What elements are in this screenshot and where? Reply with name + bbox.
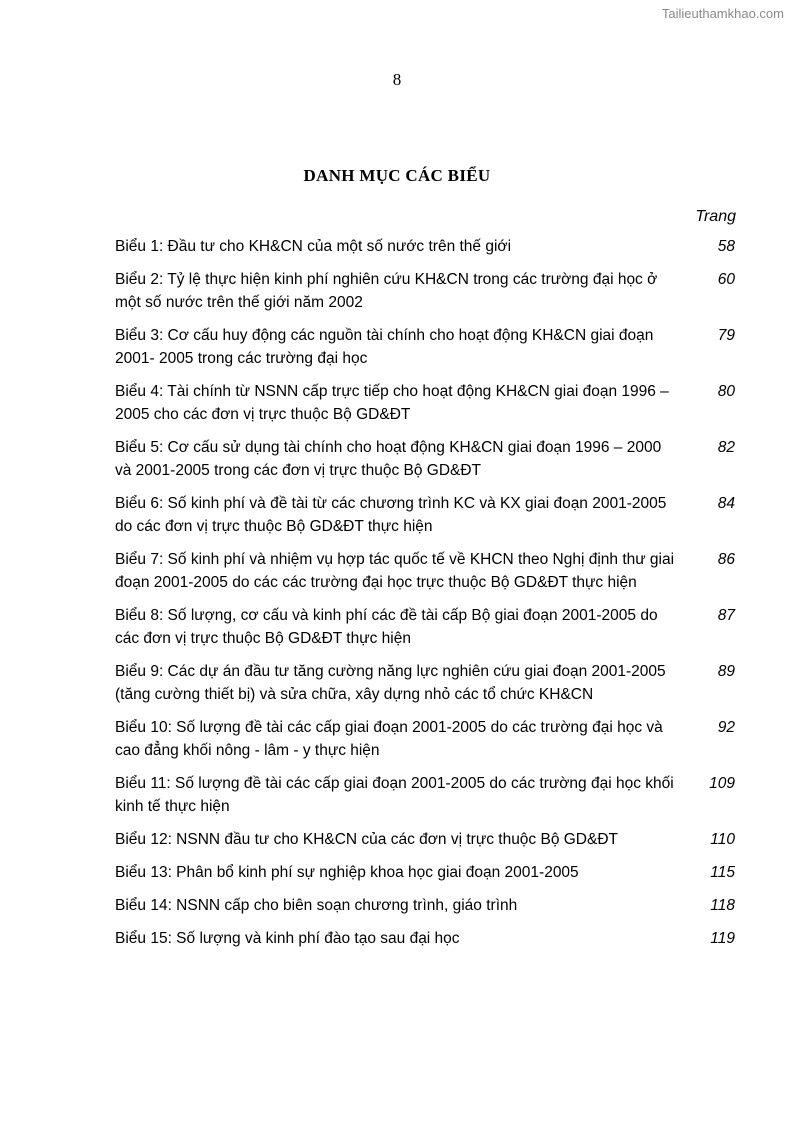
entry-page: 115 <box>710 864 735 881</box>
entry-text: Biểu 6: Số kinh phí và đề tài từ các chương trình KC và KX giai đoạn 2001-2005 do các đơn vị trực thuộc Bộ GD&ĐT thực hiện <box>115 495 667 535</box>
entry-page: 92 <box>717 719 735 736</box>
entry-text: Biểu 3: Cơ cấu huy động các nguồn tài chính cho hoạt động KH&CN giai đoạn 2001- 2005 trong các trường đại học <box>115 327 654 367</box>
entry-page: 82 <box>717 439 735 456</box>
entry-page: 110 <box>710 831 735 848</box>
list-item <box>115 894 735 917</box>
page-title: DANH MỤC CÁC BIỂU <box>303 166 491 185</box>
list-item <box>115 324 735 370</box>
entry-page: 87 <box>717 607 735 624</box>
entry-page: 79 <box>717 327 735 344</box>
entry-text: Biểu 10: Số lượng đề tài các cấp giai đoạn 2001-2005 do các trường đại học và cao đẳng khối nông - lâm - y thực hiện <box>115 719 663 759</box>
page-number: 8 <box>392 70 402 89</box>
entry-text: Biểu 9: Các dự án đầu tư tăng cường năng lực nghiên cứu giai đoạn 2001-2005 (tăng cường thiết bị) và sửa chữa, xây dựng nhỏ các tổ chức KH&CN <box>115 663 666 703</box>
entry-page: 86 <box>717 551 735 568</box>
entry-text: Biểu 2: Tỷ lệ thực hiện kinh phí nghiên cứu KH&CN trong các trường đại học ở một số nước trên thế giới năm 2002 <box>115 271 658 311</box>
entry-page: 109 <box>709 775 735 792</box>
list-item <box>115 716 735 762</box>
list-item <box>115 772 735 818</box>
entry-page: 89 <box>717 663 735 680</box>
entry-page: 58 <box>717 238 735 255</box>
list-item <box>115 604 735 650</box>
entry-text: Biểu 7: Số kinh phí và nhiệm vụ hợp tác quốc tế về KHCN theo Nghị định thư giai đoạn 2001-2005 do các các trường đại học trực thuộc Bộ GD&ĐT thực hiện <box>115 551 675 591</box>
list-item <box>115 436 735 482</box>
list-item <box>115 828 735 851</box>
entry-text: Biểu 5: Cơ cấu sử dụng tài chính cho hoạt động KH&CN giai đoạn 1996 – 2000 và 2001-2005 trong các đơn vị trực thuộc Bộ GD&ĐT <box>115 439 662 479</box>
list-item <box>115 927 735 950</box>
page-column-header: Trang <box>695 208 736 225</box>
entry-text: Biểu 11: Số lượng đề tài các cấp giai đoạn 2001-2005 do các trường đại học khối kinh tế thực hiện <box>115 775 674 815</box>
entry-text: Biểu 1: Đầu tư cho KH&CN của một số nước trên thế giới <box>115 238 512 255</box>
entry-page: 84 <box>717 495 735 512</box>
entry-text: Biểu 14: NSNN cấp cho biên soạn chương trình, giáo trình <box>115 897 518 914</box>
entry-page: 80 <box>717 383 735 400</box>
list-item <box>115 660 735 706</box>
list-item <box>115 268 735 314</box>
watermark: Tailieuthamkhao.com <box>661 6 784 21</box>
list-item <box>115 235 735 258</box>
entry-page: 60 <box>717 271 735 288</box>
list-item <box>115 548 735 594</box>
entry-page: 119 <box>710 930 735 947</box>
list-item <box>115 861 735 884</box>
entry-text: Biểu 13: Phân bổ kinh phí sự nghiệp khoa học giai đoạn 2001-2005 <box>115 864 579 881</box>
list-item <box>115 492 735 538</box>
list-item <box>115 380 735 426</box>
figure-list <box>115 235 735 960</box>
entry-text: Biểu 12: NSNN đầu tư cho KH&CN của các đơn vị trực thuộc Bộ GD&ĐT <box>115 831 619 848</box>
entry-text: Biểu 8: Số lượng, cơ cấu và kinh phí các đề tài cấp Bộ giai đoạn 2001-2005 do các đơn vị trực thuộc Bộ GD&ĐT thực hiện <box>115 607 658 647</box>
entry-text: Biểu 15: Số lượng và kinh phí đào tạo sau đại học <box>115 930 460 947</box>
entry-page: 118 <box>710 897 735 914</box>
entry-text: Biểu 4: Tài chính từ NSNN cấp trực tiếp cho hoạt động KH&CN giai đoạn 1996 – 2005 cho các đơn vị trực thuộc Bộ GD&ĐT <box>115 383 669 423</box>
